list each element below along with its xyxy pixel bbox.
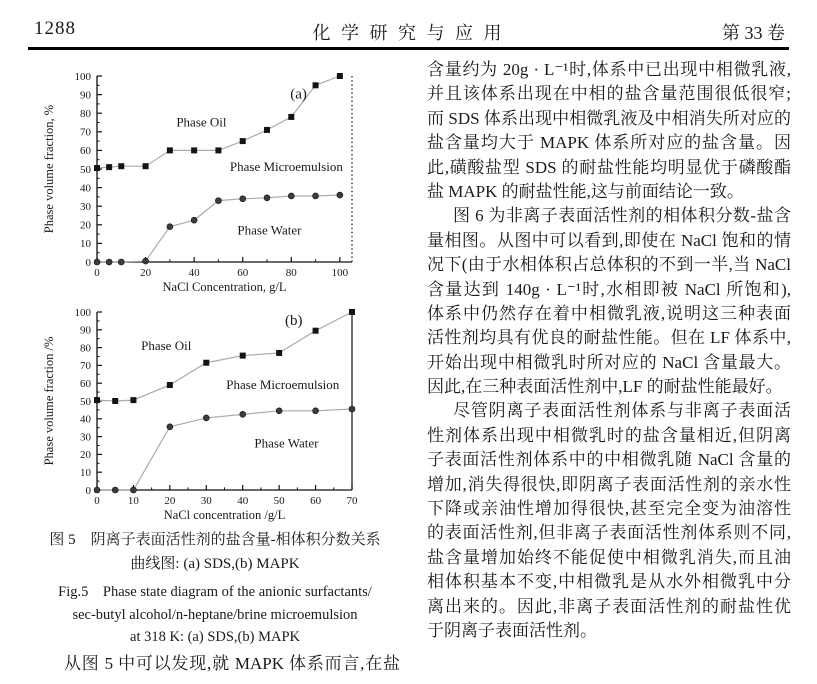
body-text-line: 量相图。从图中可以看到,即使在 NaCl 饱和的情 xyxy=(427,230,791,250)
body-text-line: 盐含量增加始终不能促使中相微乳消失,而且油 xyxy=(427,547,791,567)
svg-text:Phase Oil: Phase Oil xyxy=(176,114,227,130)
chart-a-canvas xyxy=(38,60,402,294)
body-text-line: 开始出现中相微乳时所对应的 NaCl 含量最大。 xyxy=(427,352,791,372)
caption-en-line1: Fig.5 Phase state diagram of the anionic surfactants/ xyxy=(58,584,372,600)
body-text-line: 增加,消失得很快,即阴离子表面活性剂的亲水性 xyxy=(427,474,791,494)
caption-cn-line2: 曲线图: (a) SDS,(b) MAPK xyxy=(130,556,300,572)
svg-text:20: 20 xyxy=(140,267,152,279)
body-text-line: 并且该体系出现在中相的盐含量范围很低很窄; xyxy=(427,84,791,104)
svg-text:20: 20 xyxy=(80,219,91,232)
svg-text:Phase volume fraction, %: Phase volume fraction, % xyxy=(42,104,56,234)
svg-text:50: 50 xyxy=(80,163,91,176)
figure5-caption xyxy=(28,528,402,649)
body-text-line: 离出来的。因此,非离子表面活性剂的耐盐性优 xyxy=(427,596,791,616)
svg-text:Phase volume fraction /%: Phase volume fraction /% xyxy=(42,336,56,466)
svg-text:90: 90 xyxy=(80,89,91,102)
body-text-line: 图 6 为非离子表面活性剂的相体积分数-盐含 xyxy=(453,206,791,226)
caption-cn-line1: 图 5 阴离子表面活性剂的盐含量-相体积分数关系 xyxy=(49,532,381,548)
body-text-line: 子表面活性剂体系中的中相微乳随 NaCl 含量的 xyxy=(427,450,791,470)
caption-en-line3: at 318 K: (a) SDS,(b) MAPK xyxy=(130,629,300,645)
svg-text:(b): (b) xyxy=(284,312,303,329)
svg-text:0: 0 xyxy=(94,267,100,279)
svg-text:50: 50 xyxy=(273,495,285,507)
body-text-line: 因此,在三种表面活性剂中,LF 的耐盐性能最好。 xyxy=(427,377,783,397)
svg-text:80: 80 xyxy=(80,108,91,120)
svg-text:Phase Microemulsion: Phase Microemulsion xyxy=(229,159,343,175)
svg-text:40: 40 xyxy=(237,495,249,507)
svg-text:100: 100 xyxy=(74,70,91,83)
svg-text:40: 40 xyxy=(80,182,91,195)
svg-text:90: 90 xyxy=(80,324,91,337)
svg-text:80: 80 xyxy=(80,342,91,355)
svg-text:100: 100 xyxy=(331,267,349,279)
svg-text:70: 70 xyxy=(346,495,358,507)
page-number: 1288 xyxy=(34,18,76,39)
body-text-line: 含量约为 20g · L⁻¹时,体系中已出现中相微乳液, xyxy=(427,60,791,79)
body-text-line: 体系中仍然存在着中相微乳液,说明这三种表面 xyxy=(427,303,791,323)
svg-text:10: 10 xyxy=(80,238,91,251)
header-rule xyxy=(28,47,789,50)
body-text-line: 于阴离子表面活性剂。 xyxy=(427,620,597,640)
svg-text:20: 20 xyxy=(80,449,91,462)
svg-text:Phase Oil: Phase Oil xyxy=(141,337,192,353)
body-text-line: 而 SDS 体系出现中相微乳液及中相消失所对应的 xyxy=(427,108,791,128)
svg-text:40: 40 xyxy=(80,413,91,426)
svg-text:50: 50 xyxy=(80,395,91,408)
svg-text:Phase Water: Phase Water xyxy=(237,222,302,238)
svg-text:70: 70 xyxy=(80,126,91,139)
body-text-line: 况下(由于水相体积占总体积的不到一半,当 NaCl xyxy=(427,255,791,275)
body-text-line: 性剂体系出现中相微乳时的盐含量相近,但阴离 xyxy=(427,425,791,445)
svg-text:30: 30 xyxy=(80,201,91,213)
svg-text:100: 100 xyxy=(74,306,91,319)
svg-text:Phase Water: Phase Water xyxy=(254,435,319,451)
svg-text:NaCl Concentration, g/L: NaCl Concentration, g/L xyxy=(162,280,287,294)
body-text-line: 活性剂均具有优良的耐盐性能。但在 LF 体系中, xyxy=(427,328,791,348)
svg-text:60: 60 xyxy=(80,378,91,390)
body-text-line: 下降或亲油性增加得很快,甚至完全变为油溶性 xyxy=(427,499,791,519)
svg-text:30: 30 xyxy=(80,431,91,444)
body-text-line: 此,磺酸盐型 SDS 的耐盐性能均明显优于磷酸酯 xyxy=(427,157,791,177)
body-text-line: 相体积基本不变,中相微乳是从水外相微乳中分 xyxy=(427,572,791,592)
body-text-line: 尽管阴离子表面活性剂体系与非离子表面活 xyxy=(453,401,791,421)
body-text-line: 的表面活性剂,但非离子表面活性剂体系则不同, xyxy=(427,523,791,543)
svg-text:20: 20 xyxy=(164,495,176,507)
left-column-paragraph: 从图 5 中可以发现,就 MAPK 体系而言,在盐 xyxy=(64,654,400,673)
svg-text:10: 10 xyxy=(127,495,139,507)
svg-text:Phase Microemulsion: Phase Microemulsion xyxy=(226,376,340,392)
svg-text:60: 60 xyxy=(310,495,322,507)
svg-text:10: 10 xyxy=(80,467,91,479)
body-text-line: 含量达到 140g · L⁻¹时,水相即被 NaCl 所饱和), xyxy=(427,279,791,299)
svg-text:60: 60 xyxy=(80,145,91,158)
svg-text:70: 70 xyxy=(80,360,91,373)
figure5-chart-a xyxy=(38,60,402,294)
svg-text:60: 60 xyxy=(237,267,249,279)
svg-text:0: 0 xyxy=(85,484,91,497)
svg-text:80: 80 xyxy=(285,267,297,279)
figure5-chart-b xyxy=(38,294,402,526)
chart-b-canvas xyxy=(38,294,402,526)
svg-text:(a): (a) xyxy=(290,86,307,103)
svg-text:30: 30 xyxy=(200,495,212,507)
journal-title: 化 学 研 究 与 应 用 xyxy=(312,23,505,43)
right-column-text xyxy=(427,58,791,643)
caption-en-line2: sec-butyl alcohol/n-heptane/brine microemulsion xyxy=(72,606,358,623)
volume-label: 第 33 卷 xyxy=(722,23,785,43)
svg-text:0: 0 xyxy=(94,495,100,507)
svg-text:0: 0 xyxy=(85,256,91,269)
body-text-line: 盐 MAPK 的耐盐性能,这与前面结论一致。 xyxy=(427,181,744,201)
svg-text:NaCl concentration /g/L: NaCl concentration /g/L xyxy=(163,508,286,522)
body-text-line: 盐含量均大于 MAPK 体系所对应的盐含量。因 xyxy=(427,133,791,153)
svg-text:40: 40 xyxy=(188,267,200,279)
